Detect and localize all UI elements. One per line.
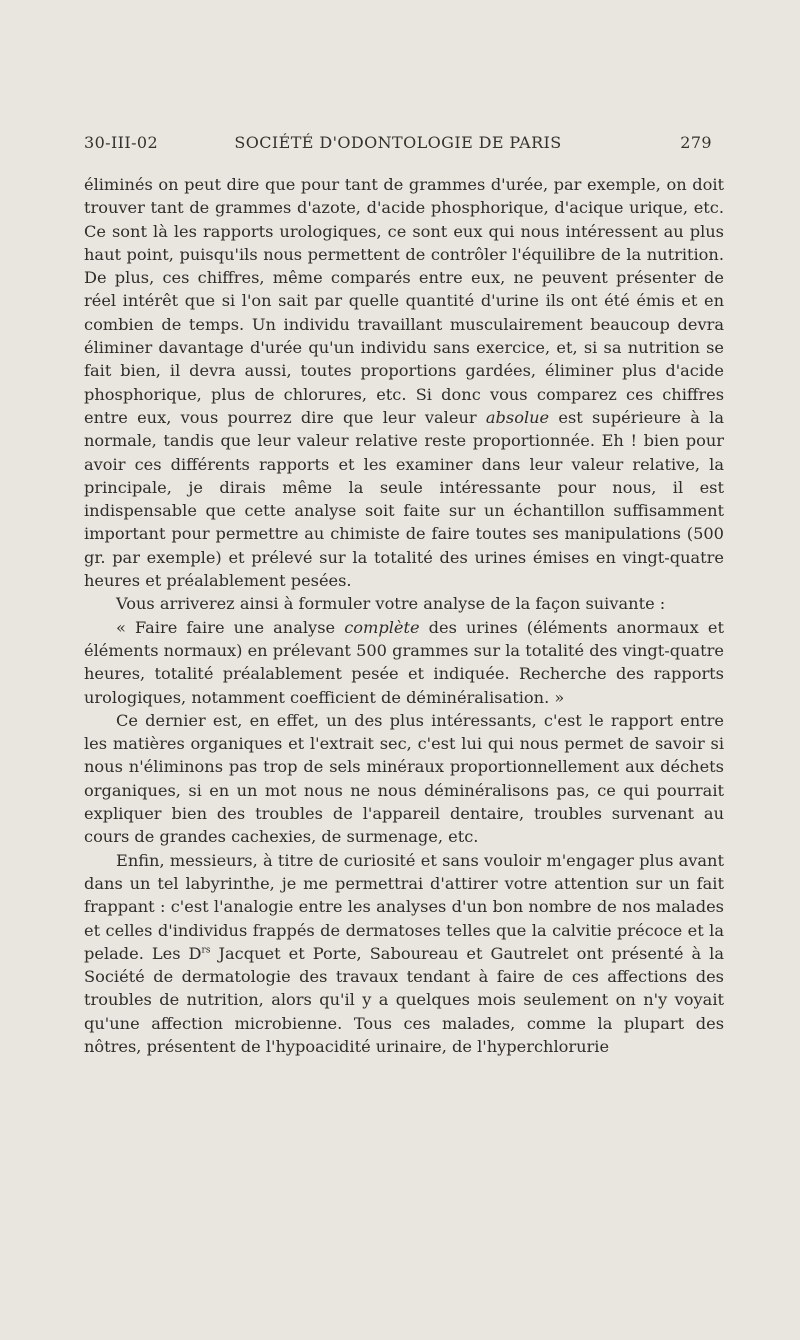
paragraph-5-superscript: rs: [201, 945, 211, 956]
paragraph-1-text-a: éliminés on peut dire que pour tant de grammes d'urée, par exemple, on doit trouver tant de grammes d'azote, d'acide phosphorique, d'acique urique, etc. Ce sont là les rapports urologiques, ce sont eux qui nous intéressent au plus haut point, puisqu'ils nous permettent de contrôler l'équilibre de la nutrition. De plus, ces chiffres, même comparés entre eux, ne peuvent présenter de réel intérêt que si l'on sait par quelle quantité d'urine ils ont été émis et en combien de temps. Un individu travaillant musculairement beaucoup devra éliminer davantage d'urée qu'un individu sans exercice, et, si sa nutrition se fait bien, il devra aussi, toutes proportions gardées, éliminer plus d'acide phosphorique, plus de chlorures, etc. Si donc vous comparez ces chiffres entre eux, vous pourrez dire que leur valeur: [84, 175, 724, 427]
paragraph-5: [84, 849, 724, 1059]
header-title: SOCIÉTÉ D'ODONTOLOGIE DE PARIS: [234, 133, 562, 152]
paragraph-5-text-b: Jacquet et Porte, Saboureau et Gautrelet ont présenté à la Société de dermatologie des travaux tendant à faire de ces affections des troubles de nutrition, alors qu'il y a quelques mois seulement on n'y voyait qu'une affection microbienne. Tous ces malades, comme la plupart des nôtres, présentent de l'hypoacidité urinaire, de l'hyperchlorurie: [84, 943, 724, 1056]
paragraph-1-italic: absolue: [485, 407, 550, 427]
paragraph-1: [84, 173, 724, 592]
body-text: [84, 173, 724, 1058]
paragraph-1-text-b: est supérieure à la normale, tandis que leur valeur relative reste proportionnée. Eh ! bien pour avoir ces différents rapports et les examiner dans leur valeur relative, la principale, je dirais même la seule intéressante pour nous, il est indispensable que cette analyse soit faite sur un échantillon suffisamment important pour permettre au chimiste de faire toutes ses manipulations (500 gr. par exemple) et prélevé sur la totalité des urines émises en vingt-quatre heures et préalablement pesées.: [84, 407, 724, 591]
paragraph-5-text-a: Enfin, messieurs, à titre de curiosité et sans vouloir m'engager plus avant dans un tel labyrinthe, je me permettrai d'attirer votre attention sur un fait frappant : c'est l'analogie entre les analyses d'un bon nombre de nos malades et celles d'individus frappés de dermatoses telles que la calvitie précoce et la pelade. Les D: [84, 850, 724, 963]
paragraph-3-text-a: « Faire faire une analyse: [116, 617, 345, 637]
running-header: [84, 133, 712, 157]
page-number: 279: [680, 133, 712, 152]
paragraph-3-quote: [84, 616, 724, 709]
paragraph-4: Ce dernier est, en effet, un des plus intéressants, c'est le rapport entre les matières organiques et l'extrait sec, c'est lui qui nous permet de savoir si nous n'éliminons pas trop de sels minéraux proportionnellement aux déchets organiques, si en un mot nous ne nous déminéralisons pas, ce qui pourrait expliquer bien des troubles de l'appareil dentaire, troubles survenant au cours de grandes cachexies, de surmenage, etc.: [84, 710, 724, 847]
paragraph-3-text-b: des urines (éléments anormaux et éléments normaux) en prélevant 500 grammes sur la totalité des vingt-quatre heures, totalité préalablement pesée et indiquée. Recherche des rapports urologiques, notamment coefficient de déminéralisation. »: [84, 617, 724, 707]
paragraph-3-italic: complète: [344, 617, 420, 637]
header-date: 30-III-02: [84, 133, 159, 152]
paragraph-2: Vous arriverez ainsi à formuler votre analyse de la façon suivante :: [116, 594, 666, 614]
